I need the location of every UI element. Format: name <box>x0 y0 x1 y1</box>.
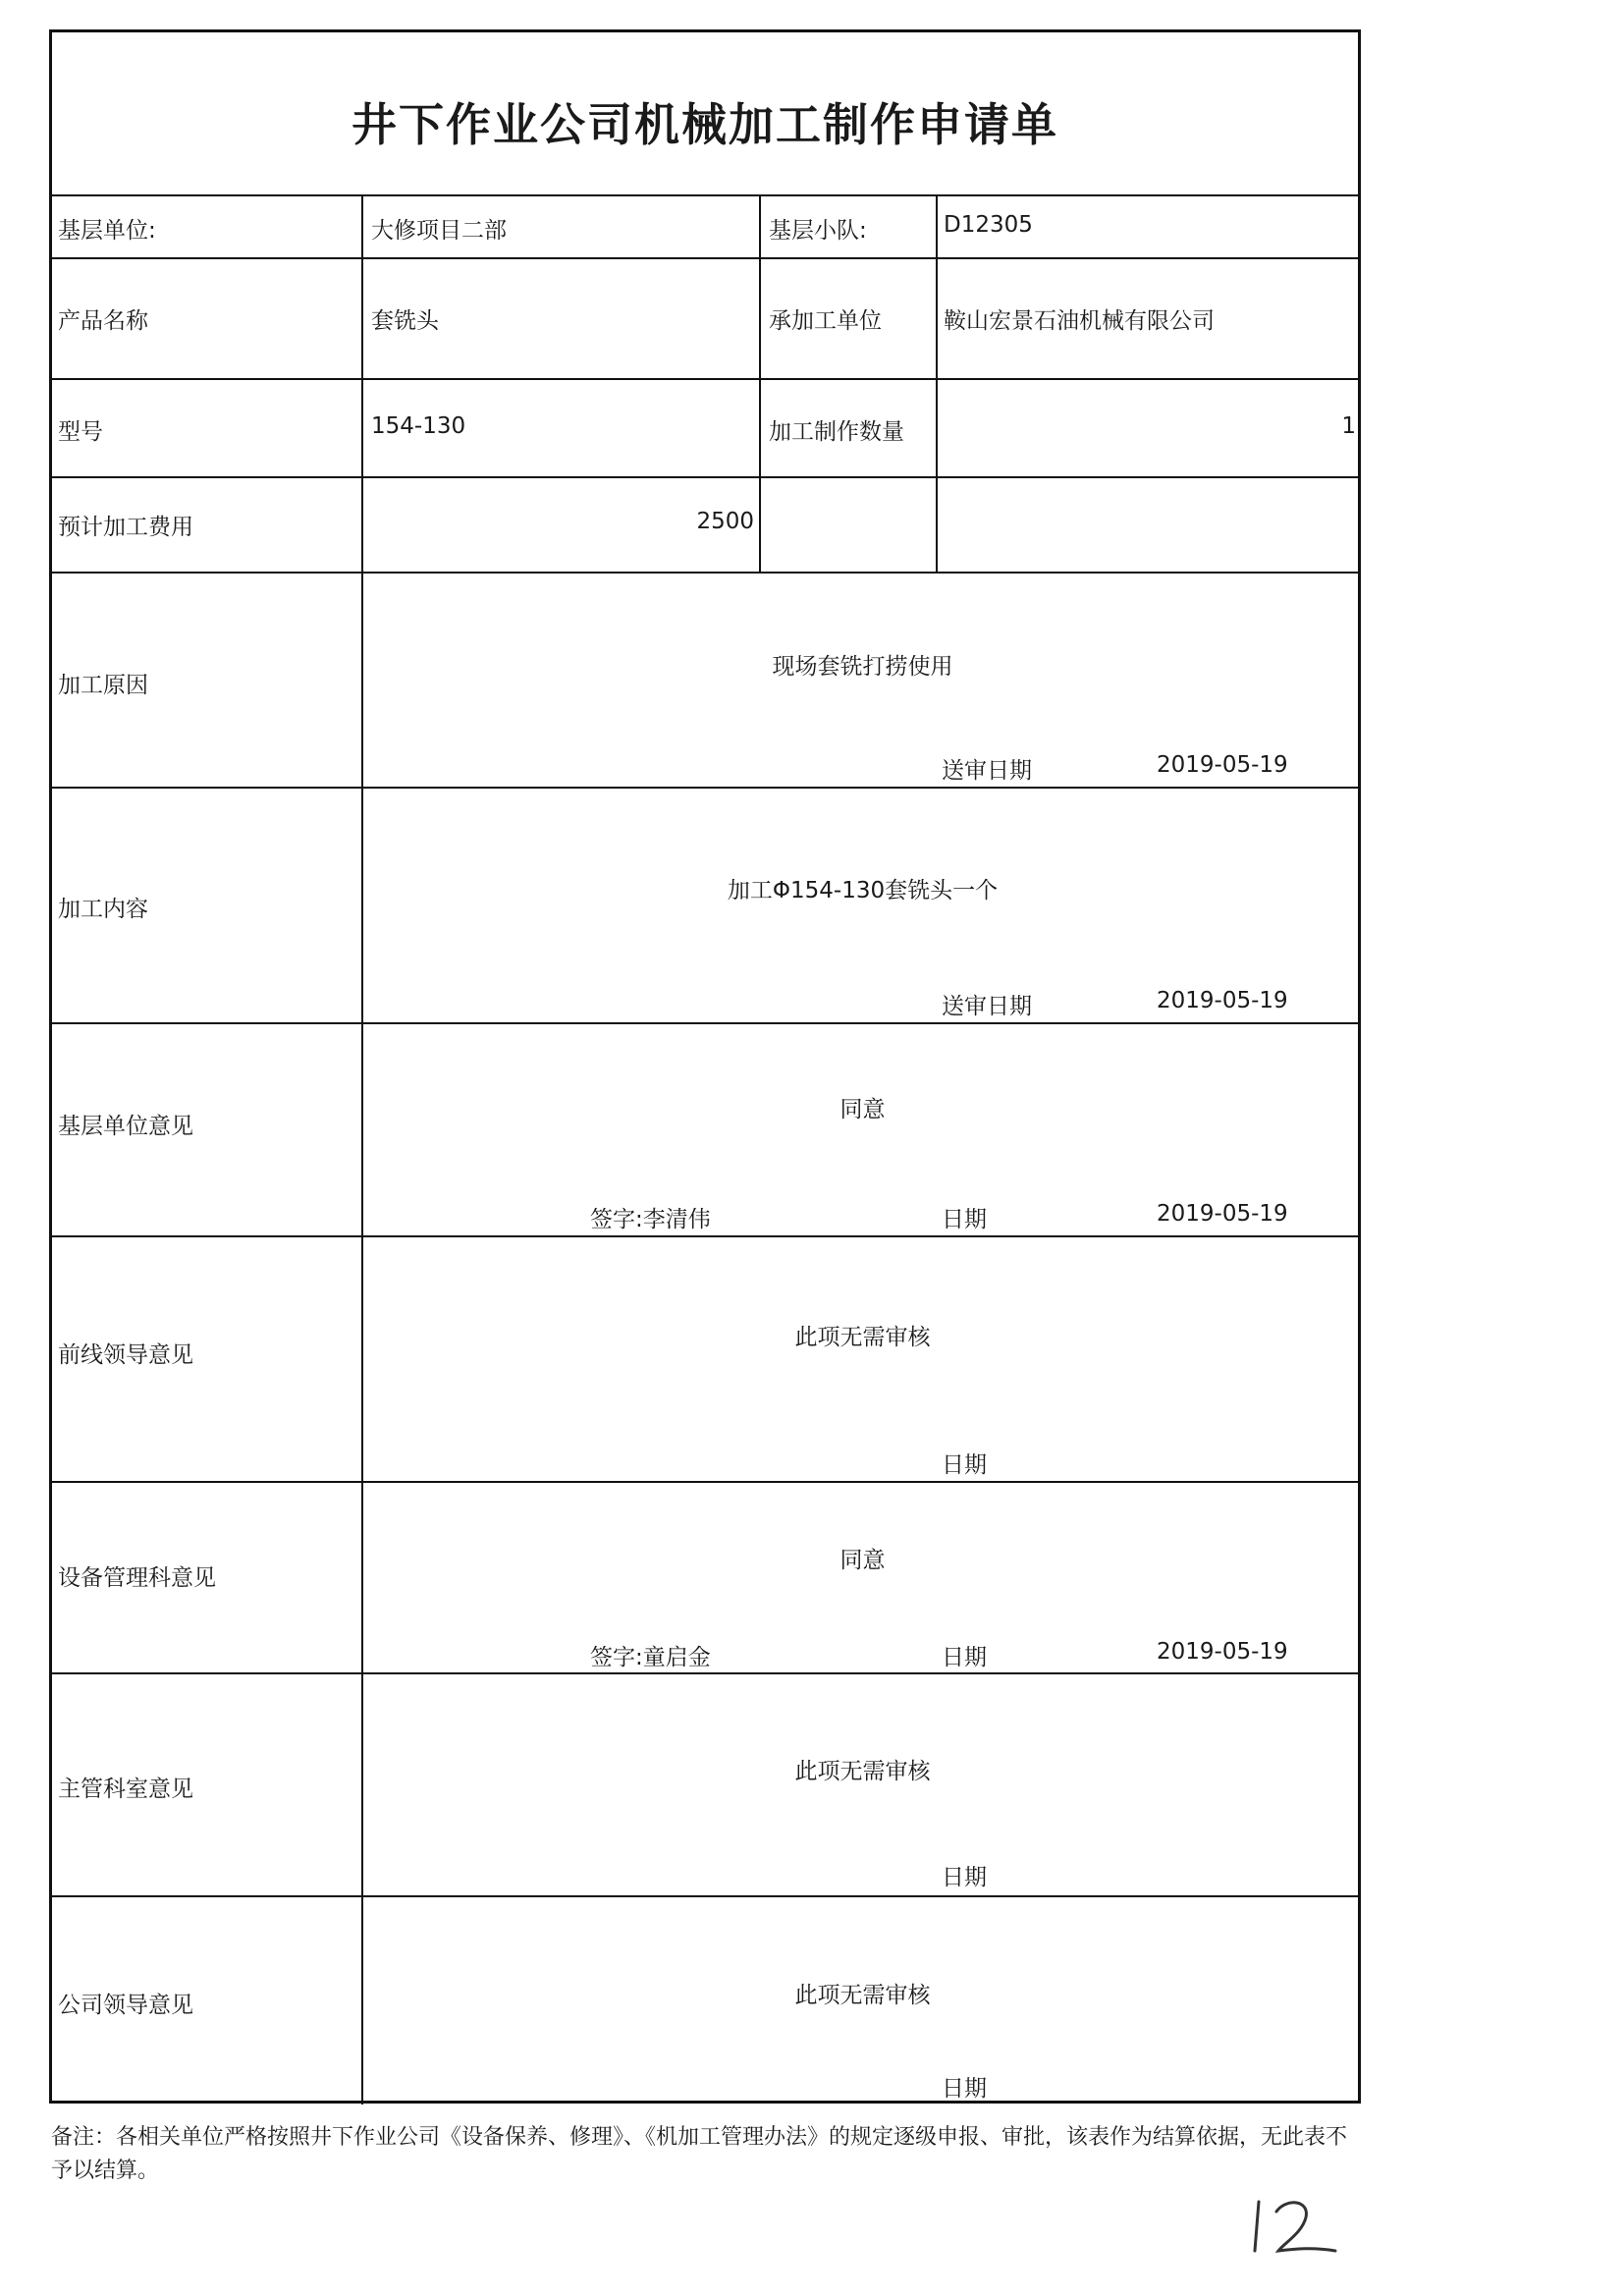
row-divider <box>52 476 1358 478</box>
equipment-opinion-label: 设备管理科意见 <box>58 1565 216 1591</box>
equipment-opinion-content: 同意 <box>839 1548 886 1573</box>
row-divider <box>52 1481 1358 1483</box>
team-label: 基层小队: <box>769 218 867 244</box>
company-opinion-content: 此项无需审核 <box>794 1983 931 2008</box>
unit-opinion-date: 2019-05-19 <box>1157 1201 1288 1227</box>
cost-value: 2500 <box>696 509 754 534</box>
reason-date: 2019-05-19 <box>1157 752 1288 778</box>
reason-label: 加工原因 <box>58 673 148 698</box>
column-divider <box>361 194 363 2105</box>
unit-opinion-content: 同意 <box>839 1097 886 1122</box>
row-divider <box>52 1895 1358 1897</box>
row-divider <box>52 1672 1358 1674</box>
unit-value: 大修项目二部 <box>371 218 507 244</box>
dept-opinion-date-label: 日期 <box>942 1865 987 1890</box>
footnote: 备注：各相关单位严格按照井下作业公司《设备保养、修理》、《机加工管理办法》的规定逐级申报、审批，该表作为结算依据，无此表不予以结算。 <box>51 2125 1348 2183</box>
unit-label: 基层单位: <box>58 218 156 244</box>
quantity-value: 1 <box>1341 413 1356 439</box>
content-date-label: 送审日期 <box>942 994 1032 1019</box>
equipment-opinion-date: 2019-05-19 <box>1157 1639 1288 1665</box>
reason-date-label: 送审日期 <box>942 758 1032 784</box>
dept-opinion-content: 此项无需审核 <box>794 1759 931 1784</box>
model-value: 154-130 <box>371 413 466 439</box>
model-label: 型号 <box>58 419 103 445</box>
unit-opinion-date-label: 日期 <box>942 1207 987 1232</box>
product-label: 产品名称 <box>58 308 148 334</box>
frontline-opinion-date-label: 日期 <box>942 1452 987 1478</box>
content-date: 2019-05-19 <box>1157 988 1288 1013</box>
maker-value: 鞍山宏景石油机械有限公司 <box>944 308 1215 334</box>
content-label: 加工内容 <box>58 897 148 922</box>
equipment-opinion-date-label: 日期 <box>942 1645 987 1670</box>
row-divider <box>52 378 1358 380</box>
unit-opinion-label: 基层单位意见 <box>58 1114 193 1139</box>
handwritten-page-number <box>1245 2190 1353 2269</box>
row-divider <box>52 787 1358 789</box>
row-divider <box>52 257 1358 259</box>
quantity-label: 加工制作数量 <box>769 419 904 445</box>
maker-label: 承加工单位 <box>769 308 882 334</box>
cost-label: 预计加工费用 <box>58 515 193 540</box>
row-divider <box>52 1022 1358 1024</box>
team-value: D12305 <box>944 212 1033 238</box>
column-divider <box>936 194 938 572</box>
equipment-opinion-signature: 签字:童启金 <box>590 1645 711 1670</box>
row-divider <box>52 1235 1358 1237</box>
row-divider <box>52 194 1358 196</box>
application-form <box>49 29 1361 2104</box>
dept-opinion-label: 主管科室意见 <box>58 1777 193 1802</box>
form-title: 井下作业公司机械加工制作申请单 <box>352 98 1058 151</box>
row-divider <box>52 572 1358 574</box>
content-text: 加工Φ154-130套铣头一个 <box>727 878 999 903</box>
product-value: 套铣头 <box>371 308 439 334</box>
frontline-opinion-content: 此项无需审核 <box>794 1325 931 1350</box>
reason-content: 现场套铣打捞使用 <box>772 654 953 680</box>
company-opinion-label: 公司领导意见 <box>58 1993 193 2018</box>
unit-opinion-signature: 签字:李清伟 <box>590 1207 711 1232</box>
frontline-opinion-label: 前线领导意见 <box>58 1342 193 1368</box>
column-divider <box>759 194 761 572</box>
company-opinion-date-label: 日期 <box>942 2076 987 2102</box>
